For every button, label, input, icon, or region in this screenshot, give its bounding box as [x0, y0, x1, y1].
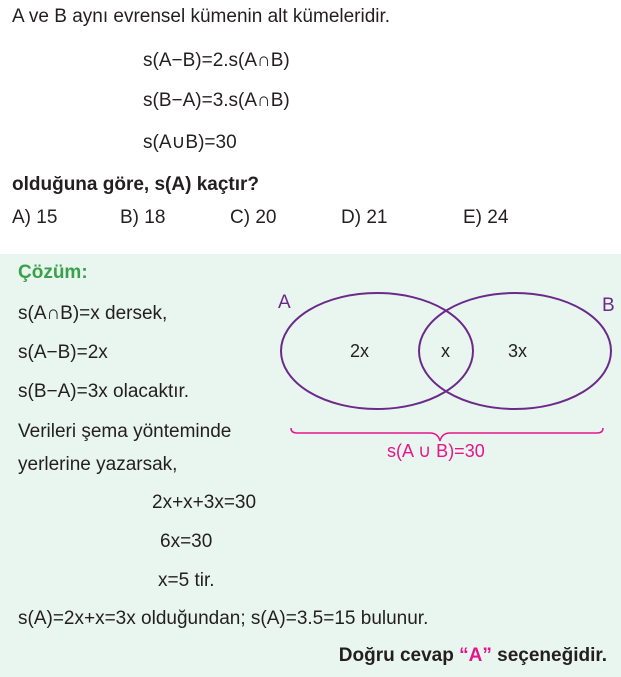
right-only-value: 3x	[508, 341, 528, 361]
solution-line-5: yerlerine yazarsak,	[18, 454, 178, 475]
solution-line-4: Verileri şema yönteminde	[18, 421, 232, 442]
left-only-value: 2x	[350, 341, 370, 361]
equation-3: s(A∪B)=30	[143, 132, 237, 153]
union-brace	[291, 428, 603, 441]
calc-line-1: 2x+x+3x=30	[152, 492, 257, 513]
solution-line-2: s(A−B)=2x	[18, 342, 108, 363]
option-d: D) 21	[341, 207, 388, 228]
calc-line-3: x=5 tir.	[158, 570, 215, 591]
question-intro: A ve B aynı evrensel kümenin alt kümeleridir.	[12, 6, 391, 27]
venn-diagram	[270, 285, 615, 465]
solution-result: s(A)=2x+x=3x olduğundan; s(A)=3.5=15 bulunur.	[18, 608, 429, 629]
answer-line	[339, 645, 607, 667]
set-b-label: B	[602, 295, 615, 316]
union-label: s(A ∪ B)=30	[387, 441, 485, 461]
answer-suffix: seçeneğidir.	[497, 645, 607, 666]
option-a: A) 15	[12, 207, 58, 228]
option-c: C) 20	[230, 207, 277, 228]
answer-letter: “A”	[459, 645, 492, 666]
answer-prefix: Doğru cevap	[338, 645, 454, 666]
option-e: E) 24	[463, 207, 509, 228]
equation-1: s(A−B)=2.s(A∩B)	[143, 50, 290, 71]
option-b: B) 18	[120, 207, 166, 228]
set-a-label: A	[278, 292, 291, 313]
equation-2: s(B−A)=3.s(A∩B)	[143, 90, 290, 111]
intersection-value: x	[441, 341, 450, 361]
question-prompt: olduğuna göre, s(A) kaçtır?	[12, 174, 260, 195]
solution-line-3: s(B−A)=3x olacaktır.	[18, 381, 190, 402]
solution-title: Çözüm:	[18, 262, 88, 283]
solution-line-1: s(A∩B)=x dersek,	[18, 303, 168, 324]
calc-line-2: 6x=30	[160, 531, 213, 552]
